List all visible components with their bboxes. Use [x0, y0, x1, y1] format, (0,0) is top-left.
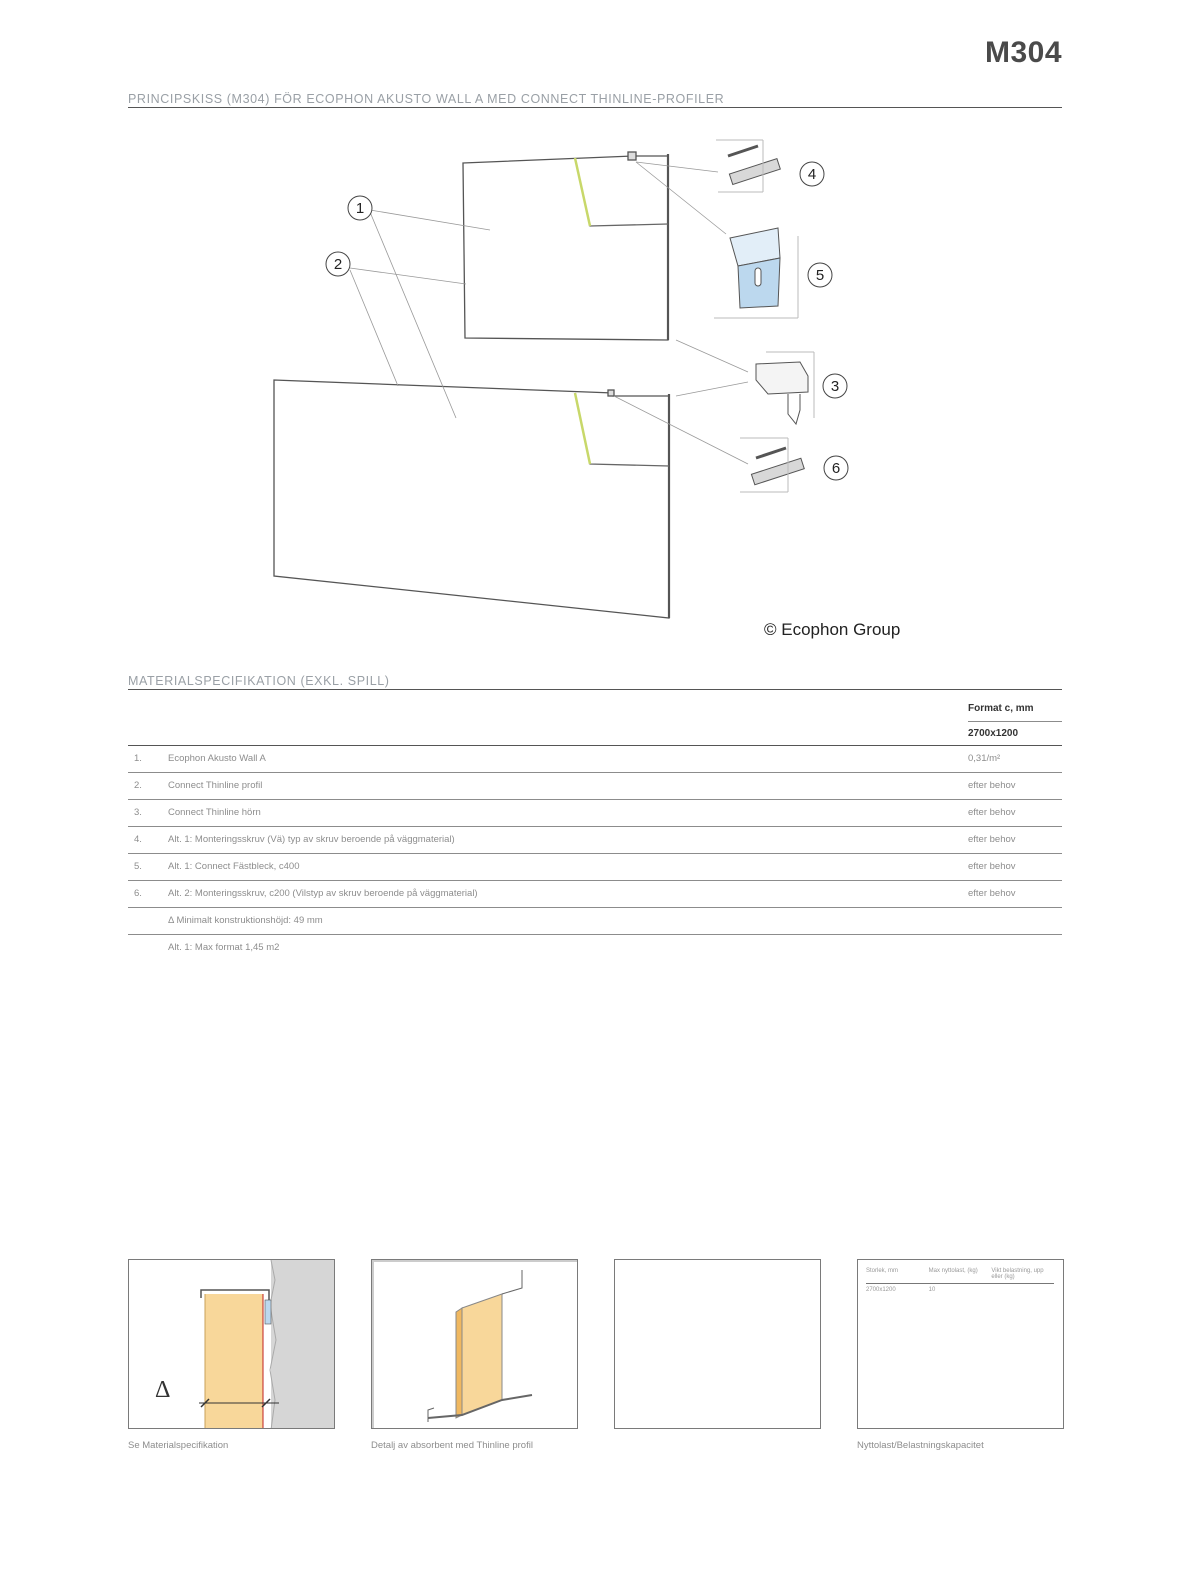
thumbnail-section-detail [128, 1259, 335, 1429]
screw-anchor-6 [740, 438, 804, 492]
delta-symbol: Δ [155, 1377, 171, 1403]
spec-rule [128, 689, 1062, 690]
thinline-corner-3 [756, 352, 814, 424]
upper-panel [463, 156, 668, 340]
spec-row: 5. Alt. 1: Connect Fästbleck, c400 efter behov [128, 853, 1062, 880]
mounting-bracket-5 [714, 228, 798, 318]
spec-row: 4. Alt. 1: Monteringsskruv (Vä) typ av skruv beroende på väggmaterial) efter behov [128, 826, 1062, 853]
spec-row: 3. Connect Thinline hörn efter behov [128, 799, 1062, 826]
spec-row: 2. Connect Thinline profil efter behov [128, 772, 1062, 799]
callout-6: 6 [831, 460, 841, 477]
callout-1: 1 [355, 200, 365, 217]
thumbnail-profile-detail [371, 1259, 578, 1429]
thumbnail-caption: Detalj av absorbent med Thinline profil [371, 1440, 533, 1451]
title-rule [128, 107, 1062, 108]
callout-5: 5 [815, 267, 825, 284]
material-spec-table [128, 697, 1062, 961]
lower-panel [274, 380, 669, 618]
spec-row: 6. Alt. 2: Monteringsskruv, c200 (Vilstyp av skruv beroende på väggmaterial) efter behov [128, 880, 1062, 907]
callout-4: 4 [807, 166, 817, 183]
thumbnail-caption: Se Materialspecifikation [128, 1440, 229, 1451]
callout-3: 3 [830, 378, 840, 395]
format-value: 2700x1200 [968, 721, 1062, 745]
thumbnail-empty [614, 1259, 821, 1429]
thumbnail-caption: Nyttolast/Belastningskapacitet [857, 1440, 984, 1451]
load-capacity-table: Storlek, mm Max nyttolast, (kg) Vikt belastning, upp eller (kg) 2700x1200 10 [866, 1268, 1054, 1293]
screw-anchor-4 [716, 140, 780, 192]
assembly-diagram [128, 118, 1062, 658]
assembly-drawing [128, 118, 1062, 638]
format-header: Format c, mm [968, 697, 1062, 721]
callout-2: 2 [333, 256, 343, 273]
spec-note: Alt. 1: Max format 1,45 m2 [168, 942, 280, 954]
spec-note: Δ Minimalt konstruktionshöjd: 49 mm [128, 907, 1062, 934]
spec-row: 1. Ecophon Akusto Wall A 0,31/m² [128, 745, 1062, 772]
copyright-notice: © Ecophon Group [764, 620, 901, 639]
spec-title: MATERIALSPECIFIKATION (EXKL. SPILL) [128, 674, 390, 688]
drawing-code: M304 [984, 36, 1062, 69]
thumbnail-load-table [857, 1259, 1064, 1429]
diagram-title: PRINCIPSKISS (M304) FÖR ECOPHON AKUSTO WALL A MED CONNECT THINLINE-PROFILER [128, 92, 725, 106]
